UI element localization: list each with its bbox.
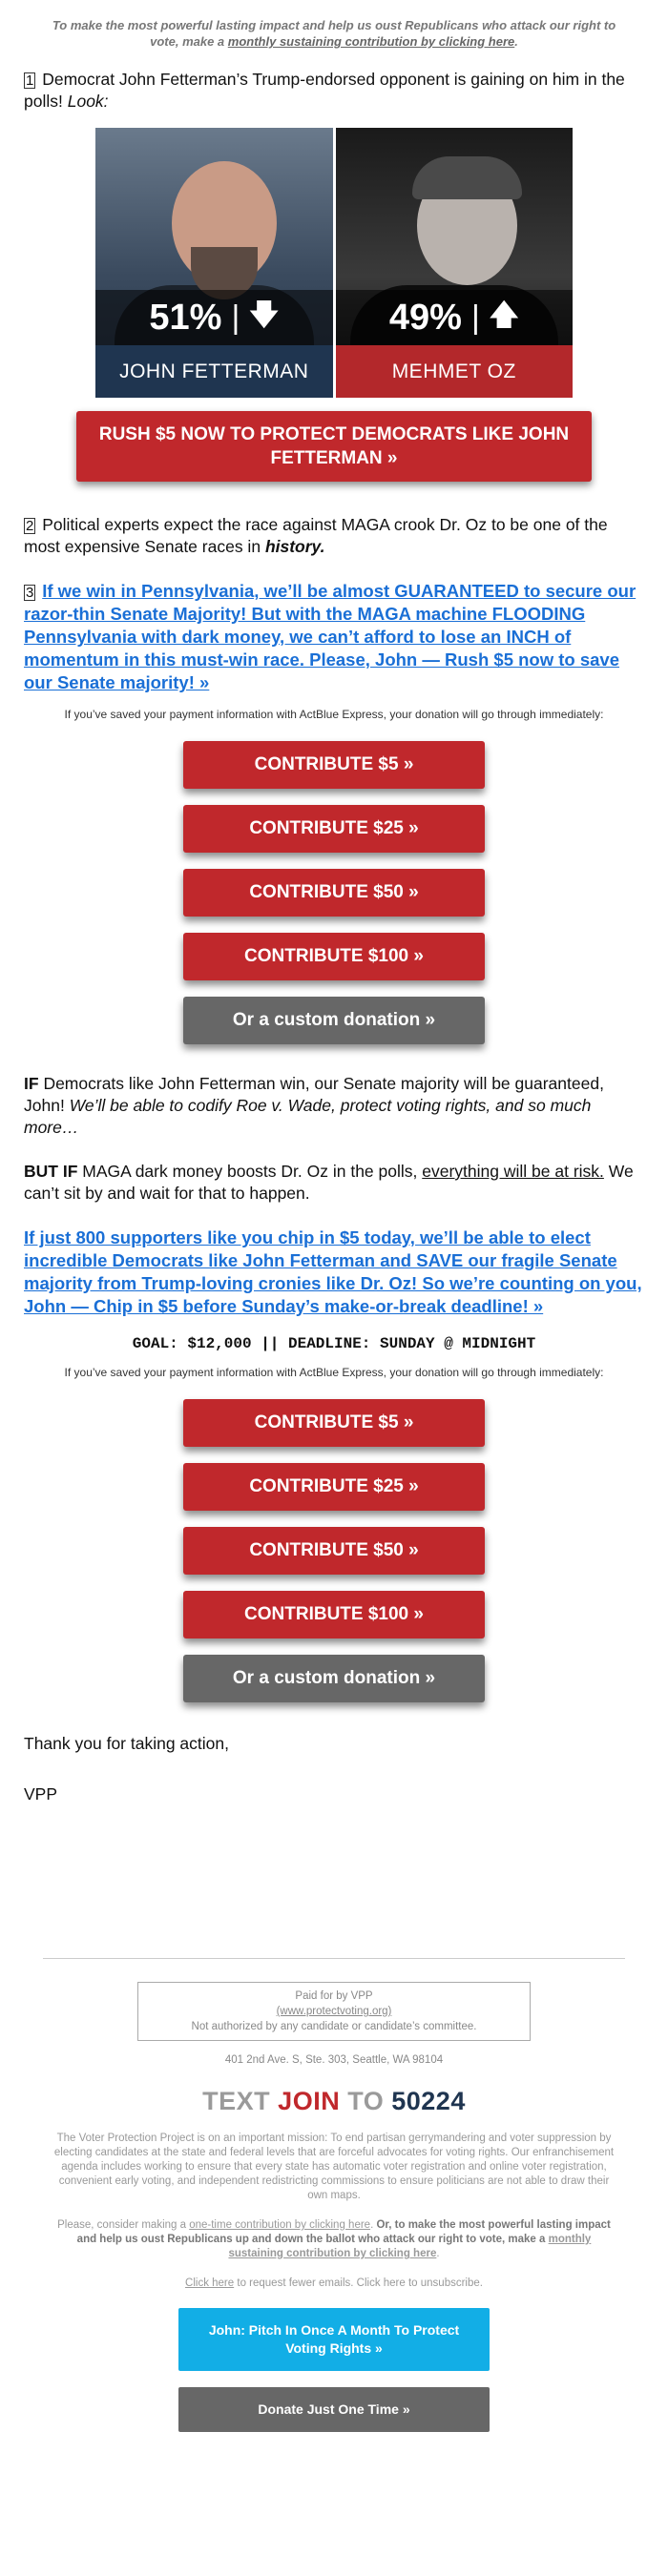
goal-deadline: GOAL: $12,000 || DEADLINE: SUNDAY @ MIDNIGHT [132, 1335, 536, 1352]
email-body [24, 0, 644, 2432]
contribute-25-button[interactable]: CONTRIBUTE $25 » [183, 1463, 485, 1511]
custom-donation-button[interactable]: Or a custom donation » [183, 997, 485, 1044]
contribute-buttons-1 [24, 741, 644, 1044]
mailing-address: 401 2nd Ave. S, Ste. 303, Seattle, WA 98104 [224, 2054, 444, 2066]
arrow-up-icon: 🡅 [489, 299, 519, 331]
mission-statement: The Voter Protection Project is on an important mission: To end partisan gerrymandering and voter suppression by electing candidates at the state and federal levels that are forceful advocates for voting rights. Our enfranchisement agenda includes working to ensure that every state has automatic voter registration and online voter registration, convenient early voting, and independent redistricting commissions to ensure politicians are not able to draw their own maps. [53, 2133, 615, 2201]
signature: VPP [24, 1784, 58, 1803]
number-badge-2: 2 [26, 518, 34, 534]
fetterman-photo [95, 128, 333, 398]
poll-graphic[interactable] [95, 128, 573, 398]
oz-name: MEHMET OZ [336, 345, 574, 398]
consider-contribution: Please, consider making a one-time contribution by clicking here. Or, to make the most powerful lasting impact and help us oust Republicans up and down the ballot who attack our right to vote, make a monthly sustaining contribution by clicking here. [57, 2219, 611, 2259]
paragraph-5: BUT IF MAGA dark money boosts Dr. Oz in the polls, everything will be at risk. We can’t sit by and wait for that to happen. [24, 1162, 634, 1203]
chip-in-link[interactable]: If just 800 supporters like you chip in $5 today, we’ll be able to elect incredible Democrats like John Fetterman and SAVE our fragile Senate majority from Trump-loving cronies like Dr. Oz! So we’re counting on you, John — Chip in $5 before Sunday’s make-or-break deadline! » [24, 1227, 642, 1316]
one-time-contribution-link[interactable]: one-time contribution by clicking here [189, 2219, 371, 2231]
rush-5-button[interactable]: RUSH $5 NOW TO PROTECT DEMOCRATS LIKE JOHN FETTERMAN » [76, 411, 592, 482]
contribute-50-button[interactable]: CONTRIBUTE $50 » [183, 1527, 485, 1575]
oz-photo [336, 128, 574, 398]
contribute-buttons-2 [24, 1399, 644, 1702]
paragraph-6 [24, 1226, 644, 1318]
paid-for-box: Paid for by VPP (www.protectvoting.org) Not authorized by any candidate or candidate’s committee. [137, 1982, 531, 2041]
contribute-100-button[interactable]: CONTRIBUTE $100 » [183, 933, 485, 980]
contribute-5-button[interactable]: CONTRIBUTE $5 » [183, 741, 485, 789]
oz-poll-bar: 49% | 🡅 [336, 290, 574, 345]
oz-percent: 49% [388, 297, 462, 338]
custom-donation-button[interactable]: Or a custom donation » [183, 1655, 485, 1702]
win-pennsylvania-link[interactable]: If we win in Pennsylvania, we’ll be almost GUARANTEED to secure our razor-thin Senate Majority! But with the MAGA machine FLOODING Pennsylvania with dark money, we can’t afford to lose an INCH of momentum in this must-win race. Please, John — Rush $5 now to save our Senate majority! » [24, 581, 637, 692]
number-badge-3: 3 [26, 585, 34, 601]
contribute-5-button[interactable]: CONTRIBUTE $5 » [183, 1399, 485, 1447]
footer-divider [43, 1958, 625, 1959]
website-link[interactable]: (www.protectvoting.org) [276, 2006, 392, 2017]
contribute-100-button[interactable]: CONTRIBUTE $100 » [183, 1591, 485, 1638]
paragraph-3 [24, 580, 644, 694]
fewer-emails-link[interactable]: Click here [185, 2277, 235, 2289]
donate-one-time-button[interactable]: Donate Just One Time » [178, 2387, 490, 2432]
email-preferences: Click here to request fewer emails. Click here to unsubscribe. [185, 2277, 483, 2289]
actblue-note-1: If you’ve saved your payment information with ActBlue Express, your donation will go through immediately: [64, 708, 604, 721]
monthly-contribution-link[interactable]: monthly sustaining contribution by clicking here [227, 34, 515, 49]
contribute-50-button[interactable]: CONTRIBUTE $50 » [183, 869, 485, 917]
fetterman-percent: 51% [149, 297, 222, 338]
fetterman-poll-bar: 51% | 🡇 [95, 290, 333, 345]
contribute-25-button[interactable]: CONTRIBUTE $25 » [183, 805, 485, 853]
fetterman-name: JOHN FETTERMAN [95, 345, 333, 398]
monthly-pitch-in-button[interactable]: John: Pitch In Once A Month To Protect Voting Rights » [178, 2308, 490, 2371]
footer [24, 1958, 644, 2432]
thank-you: Thank you for taking action, [24, 1734, 229, 1753]
paragraph-4: IF Democrats like John Fetterman win, our Senate majority will be guaranteed, John! We’ll be able to codify Roe v. Wade, protect voting rights, and so much more… [24, 1074, 604, 1137]
monthly-sustaining-link[interactable]: monthly sustaining contribution by clicking here [228, 2234, 592, 2259]
actblue-note-2: If you’ve saved your payment information with ActBlue Express, your donation will go through immediately: [64, 1366, 604, 1379]
top-note: To make the most powerful lasting impact and help us oust Republicans who attack our right to vote, make a monthly sustaining contribution by clicking here. [52, 18, 616, 49]
arrow-down-icon: 🡇 [249, 299, 280, 331]
number-badge-1: 1 [26, 72, 34, 89]
text-join-banner: TEXT JOIN TO 50224 [202, 2087, 466, 2115]
paragraph-2: 2 Political experts expect the race against MAGA crook Dr. Oz to be one of the most expensive Senate races in history. [24, 515, 608, 556]
paragraph-1: 1 Democrat John Fetterman’s Trump-endorsed opponent is gaining on him in the polls! Look: [24, 70, 625, 111]
